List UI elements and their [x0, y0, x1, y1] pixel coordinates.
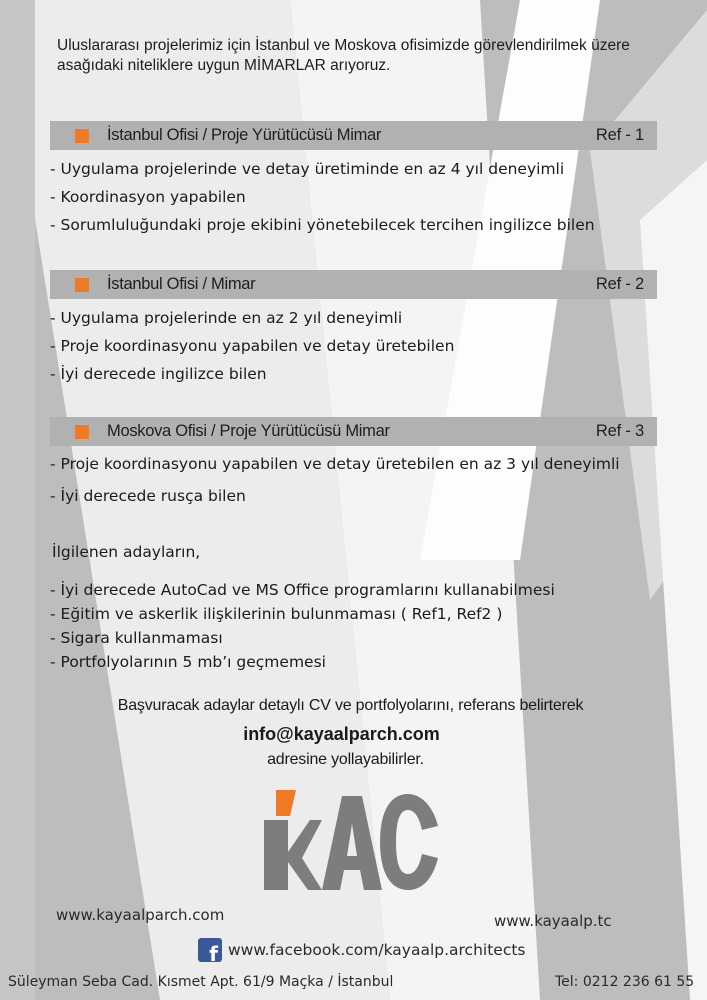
requirement-item: - Uygulama projelerinde ve detay üretiminde en az 4 yıl deneyimli	[50, 155, 595, 183]
orange-square-icon	[75, 425, 89, 439]
intro-line-1: Uluslararası projelerimiz için İstanbul ve Moskova ofisimizde görevlendirilmek üzere	[57, 37, 630, 54]
kac-logo	[262, 786, 442, 892]
condition-item: - Portfolyolarının 5 mb’ı geçmemesi	[50, 650, 555, 674]
interested-heading: İlgilenen adayların,	[52, 543, 201, 561]
requirement-item: - Koordinasyon yapabilen	[50, 183, 595, 211]
candidate-conditions	[50, 578, 555, 674]
job-header-ref-3	[50, 417, 657, 446]
apply-instructions-end: adresine yollayabilirler.	[267, 751, 424, 768]
requirement-item: - Proje koordinasyonu yapabilen ve detay üretebilen en az 3 yıl deneyimli	[50, 450, 620, 482]
website-link-2[interactable]: www.kayaalp.tc	[494, 912, 612, 930]
intro-line-2: asağıdaki niteliklere uygun MİMARLAR arıyoruz.	[57, 57, 391, 74]
requirement-item: - Sorumluluğundaki proje ekibini yönetebilecek tercihen ingilizce bilen	[50, 211, 595, 239]
job-requirements-ref-1	[50, 155, 595, 239]
job-ref: Ref - 2	[595, 275, 644, 293]
facebook-link[interactable]: www.facebook.com/kayaalp.architects	[228, 941, 526, 959]
orange-square-icon	[75, 129, 89, 143]
job-header-ref-2	[50, 270, 657, 299]
intro-text	[57, 36, 677, 76]
job-requirements-ref-2	[50, 304, 454, 388]
requirement-item: - Proje koordinasyonu yapabilen ve detay üretebilen	[50, 332, 454, 360]
condition-item: - İyi derecede AutoCad ve MS Office programlarını kullanabilmesi	[50, 578, 555, 602]
job-header-ref-1	[50, 121, 657, 150]
condition-item: - Sigara kullanmaması	[50, 626, 555, 650]
facebook-icon: f	[198, 938, 222, 962]
requirement-item: - İyi derecede rusça bilen	[50, 482, 620, 510]
facebook-row[interactable]	[198, 938, 526, 966]
apply-instructions: Başvuracak adaylar detaylı CV ve portfolyolarını, referans belirterek	[117, 697, 584, 714]
requirement-item: - Uygulama projelerinde en az 2 yıl deneyimli	[50, 304, 454, 332]
condition-item: - Eğitim ve askerlik ilişkilerinin bulunmaması ( Ref1, Ref2 )	[50, 602, 555, 626]
office-address: Süleyman Seba Cad. Kısmet Apt. 61/9 Maçka / İstanbul	[8, 974, 394, 990]
job-title: İstanbul Ofisi / Mimar	[107, 275, 256, 293]
job-requirements-ref-3	[50, 450, 620, 510]
job-title: İstanbul Ofisi / Proje Yürütücüsü Mimar	[107, 126, 382, 144]
orange-square-icon	[75, 278, 89, 292]
requirement-item: - İyi derecede ingilizce bilen	[50, 360, 454, 388]
website-link-1[interactable]: www.kayaalparch.com	[56, 906, 225, 924]
job-ref: Ref - 3	[595, 422, 644, 440]
apply-email-link[interactable]: info@kayaalparch.com	[243, 724, 440, 744]
job-title: Moskova Ofisi / Proje Yürütücüsü Mimar	[107, 422, 390, 440]
office-phone: Tel: 0212 236 61 55	[555, 974, 695, 990]
job-ref: Ref - 1	[595, 126, 644, 144]
